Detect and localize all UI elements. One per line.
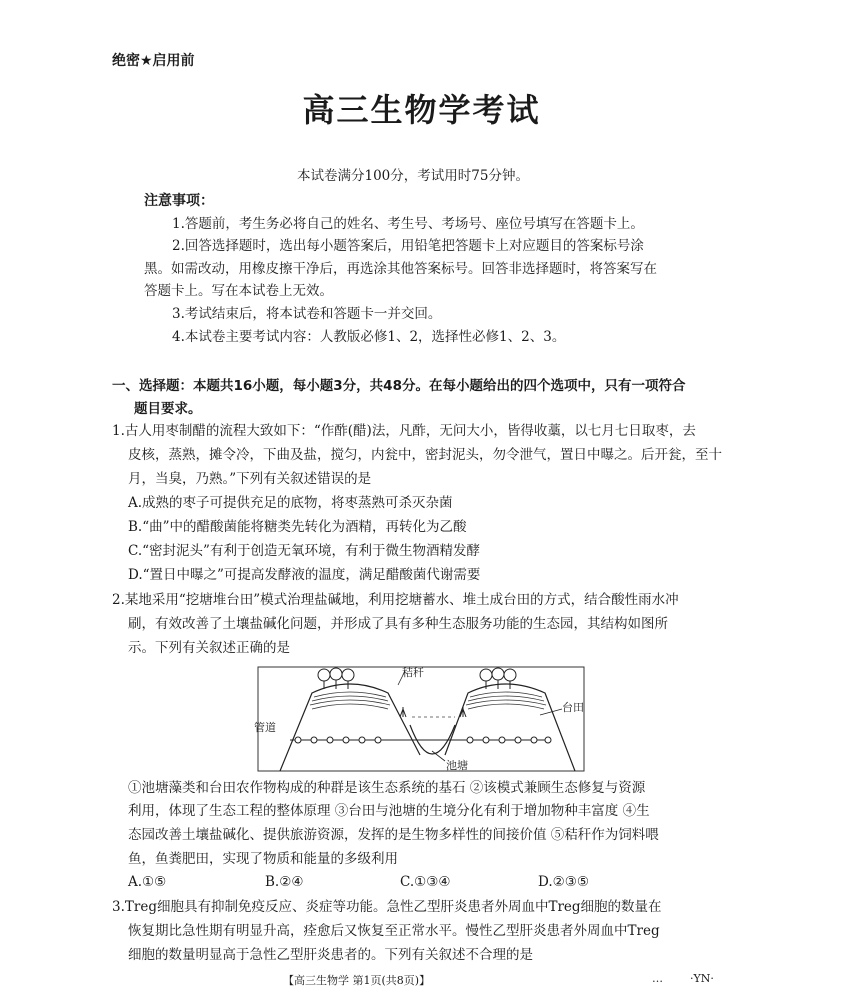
notice-line: 答题卡上。写在本试卷上无效。	[144, 283, 333, 299]
q2-option-d: D.②③⑤	[538, 874, 589, 890]
right-trees	[480, 668, 516, 689]
q1-stem: 1.古人用枣制醋的流程大致如下：“作酢(醋)法，凡酢，无问大小，皆得收藁，以七月七日取枣，去	[112, 423, 696, 439]
notice-line: 3.考试结束后，将本试卷和答题卡一并交回。	[172, 306, 442, 322]
q2-stem: 刷，有效改善了土壤盐碱化问题，并形成了具有多种生态服务功能的生态园，其结构如图所	[128, 616, 668, 632]
terrace-label: 台田	[562, 701, 584, 714]
notice-heading: 注意事项：	[144, 193, 214, 209]
q2-option-a: A.①⑤	[128, 874, 167, 890]
q3-stem: 3.Treg细胞具有抑制免疫反应、炎症等功能。急性乙型肝炎患者外周血中Treg细胞的数量在	[112, 899, 662, 915]
q1-option-c: C.“密封泥头”有利于创造无氧环境，有利于微生物酒精发酵	[128, 543, 480, 559]
q2-statement: 利用，体现了生态工程的整体原理 ③台田与池塘的生境分化有利于增加物种丰富度 ④生	[128, 803, 650, 819]
q2-option-c: C.①③④	[400, 874, 451, 890]
section-heading-cont: 题目要求。	[134, 401, 202, 417]
section-heading: 一、选择题：本题共16小题，每小题3分，共48分。在每小题给出的四个选项中，只有一项符合	[112, 378, 686, 394]
q2-option-b: B.②④	[265, 874, 304, 890]
q1-option-b: B.“曲”中的醋酸菌能将糖类先转化为酒精，再转化为乙酸	[128, 519, 467, 535]
pond-leader	[432, 751, 445, 761]
left-trees	[318, 668, 354, 689]
right-straw-layer	[466, 692, 546, 709]
notice-line: 4.本试卷主要考试内容：人教版必修1、2，选择性必修1、2、3。	[172, 329, 566, 345]
q1-option-a: A.成熟的枣子可提供充足的底物，将枣蒸熟可杀灭杂菌	[128, 495, 453, 511]
pond-plants	[400, 707, 466, 717]
exam-info: 本试卷满分100分，考试用时75分钟。	[297, 168, 529, 184]
footer-page-info: 【高三生物学 第1页(共8页)】	[283, 974, 431, 987]
left-terrace	[280, 684, 420, 771]
footer-dots: …	[652, 972, 663, 985]
q2-stem: 2.某地采用“挖塘堆台田”模式治理盐碱地，利用挖塘蓄水、堆土成台田的方式，结合酸性雨水冲	[112, 592, 679, 608]
right-terrace	[445, 684, 575, 771]
q1-stem: 皮核，蒸熟，摊令冷，下曲及盐，搅匀，内瓮中，密封泥头，勿令泄气，置日中曝之。后开瓮，至十	[128, 447, 722, 463]
q3-stem: 恢复期比急性期有明显升高，痊愈后又恢复至正常水平。慢性乙型肝炎患者外周血中Treg	[128, 923, 660, 939]
q3-stem: 细胞的数量明显高于急性乙型肝炎患者的。下列有关叙述不合理的是	[128, 947, 533, 963]
terrace-pond-diagram	[250, 665, 590, 773]
q2-statement: ①池塘藻类和台田农作物构成的种群是该生态系统的基石 ②该模式兼顾生态修复与资源	[128, 780, 646, 796]
diagram-frame	[258, 667, 584, 771]
confidential-label: 绝密★启用前	[112, 53, 195, 69]
pipe-label: 管道	[254, 721, 276, 734]
pond-label: 池塘	[446, 759, 468, 772]
notice-line: 1.答题前，考生务必将自己的姓名、考生号、考场号、座位号填写在答题卡上。	[172, 216, 644, 232]
q2-stem: 示。下列有关叙述正确的是	[128, 640, 290, 656]
straw-label: 秸秆	[402, 666, 424, 679]
exam-title: 高三生物学考试	[302, 91, 541, 129]
footer-code: ·YN·	[690, 972, 714, 985]
q1-option-d: D.“置日中曝之”可提高发酵液的温度，满足醋酸菌代谢需要	[128, 567, 481, 583]
q1-stem: 月，当臭，乃熟。”下列有关叙述错误的是	[128, 471, 372, 487]
q2-statement: 态园改善土壤盐碱化、提供旅游资源，发挥的是生物多样性的间接价值 ⑤秸秆作为饲料喂	[128, 827, 659, 843]
q2-statement: 鱼，鱼粪肥田，实现了物质和能量的多级利用	[128, 851, 398, 867]
left-straw-layer	[310, 692, 390, 709]
notice-line: 2.回答选择题时，选出每小题答案后，用铅笔把答题卡上对应题目的答案标号涂	[172, 238, 644, 254]
notice-line: 黑。如需改动，用橡皮擦干净后，再选涂其他答案标号。回答非选择题时，将答案写在	[144, 261, 657, 277]
